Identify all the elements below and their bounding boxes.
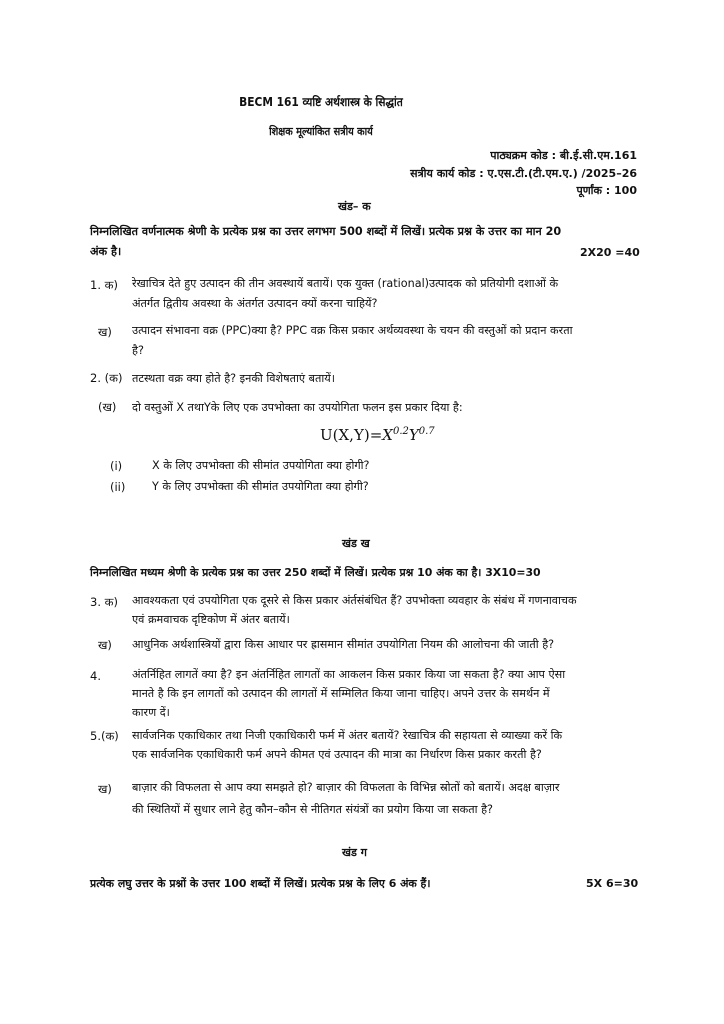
q5a-line1: सार्वजनिक एकाधिकार तथा निजी एकाधिकारी फर्म में अंतर बतायें? रेखाचित्र की सहायता से व्याख्या करें कि <box>132 729 563 742</box>
formula-x: X <box>382 426 393 444</box>
formula-y-exponent: 0.7 <box>418 426 435 437</box>
q2a-text: तटस्थता वक्र क्या होते है? इनकी विशेषताएं बतायें। <box>132 372 335 385</box>
section-b-heading: खंड ख <box>342 537 370 550</box>
q4-line1: अंतर्निहित लागतें क्या है? इन अंतर्निहित लागतों का आकलन किस प्रकार किया जा सकता है? क्या आप ऐसा <box>132 668 566 681</box>
q3a-line1: आवश्यकता एवं उपयोगिता एक दूसरे से किस प्रकार अंर्तसंबंधित हैं? उपभोक्ता व्यवहार के संबंध में गणनावाचक <box>132 594 577 607</box>
formula-y: Y <box>408 426 419 444</box>
section-a-instruction-line2: अंक है। <box>90 245 122 258</box>
q1a-line2: अंतर्गत द्वितीय अवस्था के अंतर्गत उत्पादन क्यों करना चाहियें? <box>132 297 378 310</box>
q2a-label: 2. (क) <box>90 371 123 385</box>
section-a-heading: खंड– क <box>338 200 371 213</box>
q5b-line1: बाज़ार की विफलता से आप क्या समझते हो? बाज़ार की विफलता के विभिन्न स्रोतों को बतायें। अदक्ष बाज़ार <box>132 781 560 794</box>
q1b-label: ख) <box>98 325 112 339</box>
section-a-instruction-line1: निम्नलिखित वर्णनात्मक श्रेणी के प्रत्येक प्रश्न का उत्तर लगभग 500 शब्दों में लिखें। प्रत्येक प्रश्न के उत्तर का मान 20 <box>90 225 562 238</box>
q5b-label: ख) <box>98 782 112 796</box>
q1b-line2: है? <box>132 344 144 357</box>
q2b-label: (ख) <box>98 400 117 414</box>
formula-lhs: U(X,Y)= <box>320 426 383 444</box>
document-subtitle: शिक्षक मूल्यांकित सत्रीय कार्य <box>269 125 373 138</box>
q3b-label: ख) <box>98 638 112 652</box>
q1b-line1: उत्पादन संभावना वक्र (PPC)क्या है? PPC वक्र किस प्रकार अर्थव्यवस्था के चयन की वस्तुओं को प्रदान करता <box>132 324 573 337</box>
max-marks: पूर्णांक : 100 <box>576 184 637 197</box>
q1a-line1: रेखाचित्र देते हुए उत्पादन की तीन अवस्थायें बतायें। एक युक्त (rational)उत्पादक को प्रतियोगी दशाओं के <box>132 277 559 290</box>
sub-i-text: X के लिए उपभोक्ता की सीमांत उपयोगिता क्या होगी? <box>152 459 370 472</box>
formula-x-exponent: 0.2 <box>392 426 409 437</box>
q1a-label: 1. क) <box>90 278 118 292</box>
section-c-instruction: प्रत्येक लघु उत्तर के प्रश्नों के उत्तर 100 शब्दों में लिखें। प्रत्येक प्रश्न के लिए 6 अंक हैं। <box>90 877 431 890</box>
utility-formula <box>320 426 435 444</box>
q5a-label: 5.(क) <box>90 729 119 743</box>
sub-i-label: (i) <box>110 459 123 473</box>
section-a-marks: 2X20 =40 <box>580 246 640 259</box>
course-code: पाठ्यक्रम कोड : बी.ई.सी.एम.161 <box>490 149 637 162</box>
assignment-code: सत्रीय कार्य कोड : ए.एस.टी.(टी.एम.ए.) /2025–26 <box>410 167 637 180</box>
q4-line3: कारण दें। <box>132 706 170 719</box>
q3b-text: आधुनिक अर्थशास्त्रियों द्वारा किस आधार पर ह्रासमान सीमांत उपयोगिता नियम की आलोचना की जाती है? <box>132 638 555 651</box>
q3a-label: 3. क) <box>90 595 118 609</box>
document-title: BECM 161 व्यष्टि अर्थशास्त्र के सिद्धांत <box>239 95 403 109</box>
q5a-line2: एक सार्वजनिक एकाधिकारी फर्म अपने कीमत एवं उत्पादन की मात्रा का निर्धारण किस प्रकार करती है? <box>132 748 542 761</box>
section-c-heading: खंड ग <box>342 846 367 859</box>
sub-ii-label: (ii) <box>110 480 126 494</box>
q3a-line2: एवं क्रमवाचक दृष्टिकोण में अंतर बतायें। <box>132 613 290 626</box>
q5b-line2: की स्थितियों में सुधार लाने हेतु कौन–कौन से नीतिगत संयंत्रों का प्रयोग किया जा सकता है? <box>132 803 493 816</box>
section-c-marks: 5X 6=30 <box>586 877 639 890</box>
q4-line2: मानते है कि इन लागतों को उत्पादन की लागतों में सम्मिलित किया जाना चाहिए। अपने उत्तर के समर्थन में <box>132 687 550 700</box>
section-b-instruction: निम्नलिखित मध्यम श्रेणी के प्रत्येक प्रश्न का उत्तर 250 शब्दों में लिखें। प्रत्येक प्रश्न 10 अंक का है। 3X10=30 <box>90 566 541 579</box>
q2b-text: दो वस्तुओं X तथाYके लिए एक उपभोक्ता का उपयोगिता फलन इस प्रकार दिया है: <box>132 401 463 414</box>
q4-label: 4. <box>90 669 101 683</box>
sub-ii-text: Y के लिए उपभोक्ता की सीमांत उपयोगिता क्या होगी? <box>152 480 369 493</box>
